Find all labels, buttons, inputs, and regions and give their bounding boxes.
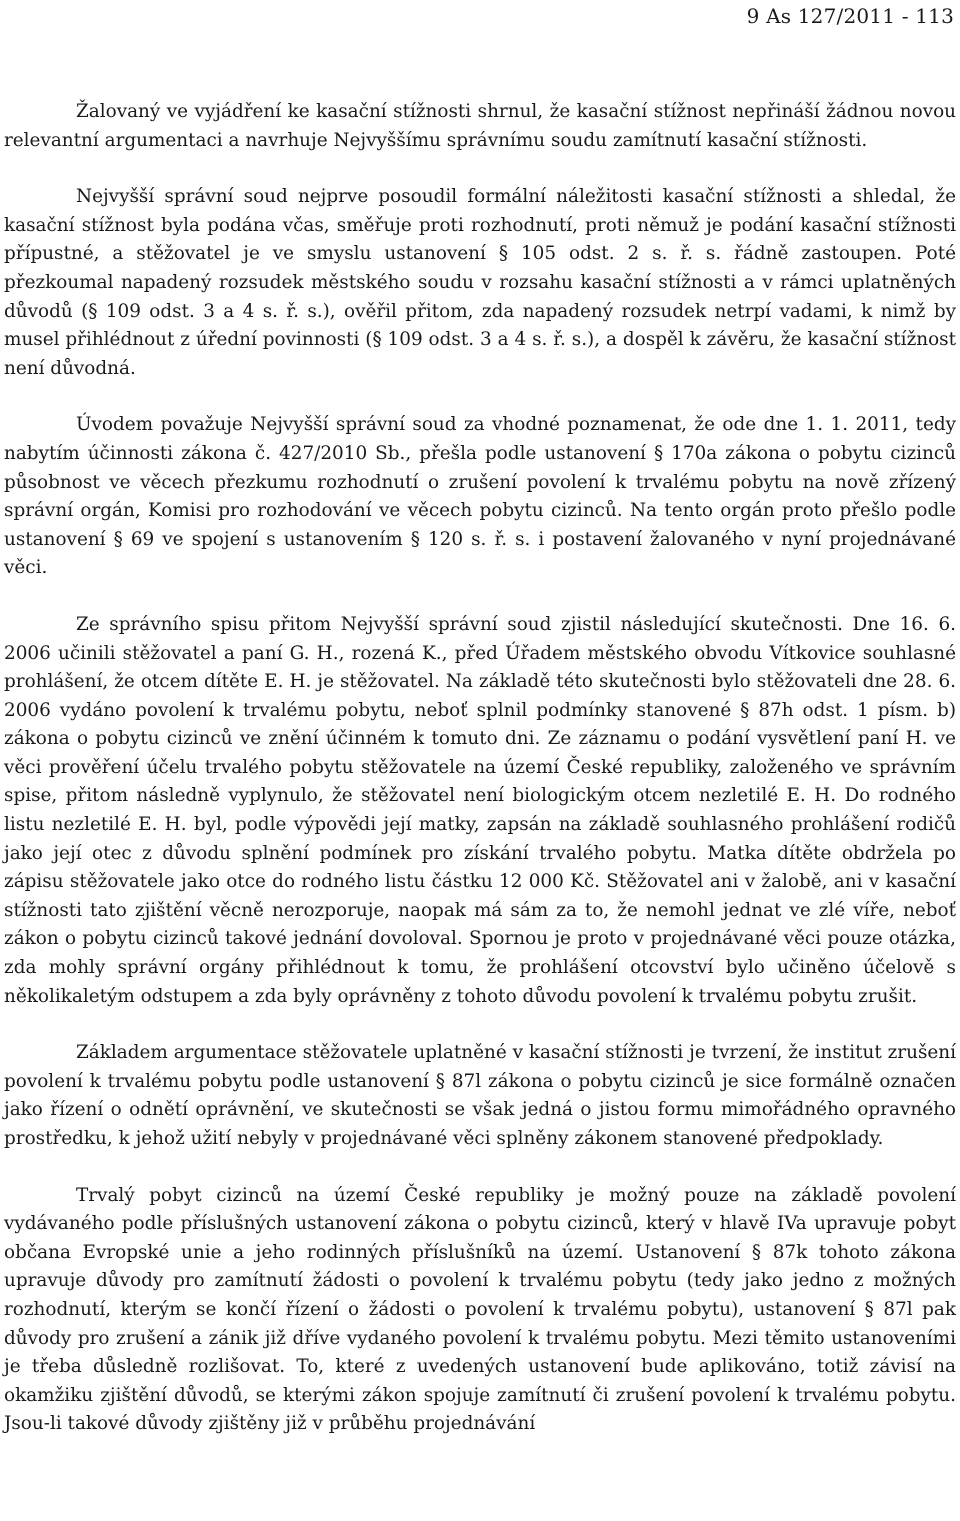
case-number-header: 9 As 127/2011 - 113	[746, 4, 954, 28]
paragraph-respondent-statement: Žalovaný ve vyjádření ke kasační stížnosti shrnul, že kasační stížnost nepřináší žádnou novou relevantní argumentaci a navrhuje Nejvyššímu správnímu soudu zamítnutí kasační stížnosti.	[4, 101, 956, 151]
paragraph-facts: Ze správního spisu přitom Nejvyšší správní soud zjistil následující skutečnosti. Dne 16. 6. 2006 učinili stěžovatel a paní G. H., rozená K., před Úřadem městského obvodu Vítkovice souhlasné prohlášení, že otcem dítěte E. H. je stěžovatel. Na základě této skutečnosti bylo stěžovateli dne 28. 6. 2006 vydáno povolení k trvalému pobytu, neboť splnil podmínky stanovené § 87h odst. 1 písm. b) zákona o pobytu cizinců ve znění účinném k tomuto dni. Ze záznamu o podání vysvětlení paní H. ve věci prověření účelu trvalého pobytu stěžovatele na území České republiky, založeného ve správním spise, přitom následně vyplynulo, že stěžovatel není biologickým otcem nezletilé E. H. Do rodného listu nezletilé E. H. byl, podle výpovědi její matky, zapsán na základě souhlasného prohlášení rodičů jako její otec z důvodu splnění podmínek pro získání trvalého pobytu. Matka dítěte obdržela po zápisu stěžovatele jako otce do rodného listu částku 12 000 Kč. Stěžovatel ani v žalobě, ani v kasační stížnosti tato zjištění věcně nerozporuje, naopak má sám za to, že nemohl jednat ve zlé víře, neboť zákon o pobytu cizinců takové jednání dovoloval. Spornou je proto v projednávané věci pouze otázka, zda mohly správní orgány přihlédnout k tomu, že prohlášení otcovství bylo učiněno účelově s několikaletým odstupem a zda byly oprávněny z tohoto důvodu povolení k trvalému pobytu zrušit.	[4, 613, 956, 1007]
paragraph-permanent-residence: Trvalý pobyt cizinců na území České republiky je možný pouze na základě povolení vydávaného podle příslušných ustanovení zákona o pobytu cizinců, který v hlavě IVa upravuje pobyt občana Evropské unie a jeho rodinných příslušníků na území. Ustanovení § 87k tohoto zákona upravuje důvody pro zamítnutí žádosti o povolení k trvalému pobytu (tedy jako jedno z možných rozhodnutí, kterým se končí řízení o žádosti o povolení k trvalému pobytu), ustanovení § 87l pak důvody pro zrušení a zánik již dříve vydaného povolení k trvalému pobytu. Mezi těmito ustanoveními je třeba důsledně rozlišovat. To, které z uvedených ustanovení bude aplikováno, totiž závisí na okamžiku zjištění důvodů, se kterými zákon spojuje zamítnutí či zrušení povolení k trvalému pobytu. Jsou-li takové důvody zjištěny již v průběhu projednávání	[4, 1184, 956, 1435]
document-body	[4, 98, 956, 1439]
paragraph-jurisdiction-note: Úvodem považuje Nejvyšší správní soud za vhodné poznamenat, že ode dne 1. 1. 2011, tedy nabytím účinnosti zákona č. 427/2010 Sb., přešla podle ustanovení § 170a zákona o pobytu cizinců působnost ve věcech přezkumu rozhodnutí o zrušení povolení k trvalému pobytu na nově zřízený správní orgán, Komisi pro rozhodování ve věcech pobytu cizinců. Na tento orgán proto přešlo podle ustanovení § 69 ve spojení s ustanovením § 120 s. ř. s. i postavení žalovaného v nyní projednávané věci.	[4, 414, 956, 579]
paragraph-formal-review: Nejvyšší správní soud nejprve posoudil formální náležitosti kasační stížnosti a shledal, že kasační stížnost byla podána včas, směřuje proti rozhodnutí, proti němuž je podání kasační stížnosti přípustné, a stěžovatel je ve smyslu ustanovení § 105 odst. 2 s. ř. s. řádně zastoupen. Poté přezkoumal napadený rozsudek městského soudu v rozsahu kasační stížnosti a v rámci uplatněných důvodů (§ 109 odst. 3 a 4 s. ř. s.), ověřil přitom, zda napadený rozsudek netrpí vadami, k nimž by musel přihlédnout z úřední povinnosti (§ 109 odst. 3 a 4 s. ř. s.), a dospěl k závěru, že kasační stížnost není důvodná.	[4, 186, 956, 379]
paragraph-complaint-argument: Základem argumentace stěžovatele uplatněné v kasační stížnosti je tvrzení, že institut zrušení povolení k trvalému pobytu podle ustanovení § 87l zákona o pobytu cizinců je sice formálně označen jako řízení o odnětí oprávnění, ve skutečnosti se však jedná o jistou formu mimořádného opravného prostředku, k jehož užití nebyly v projednávané věci splněny zákonem stanovené předpoklady.	[4, 1042, 956, 1149]
